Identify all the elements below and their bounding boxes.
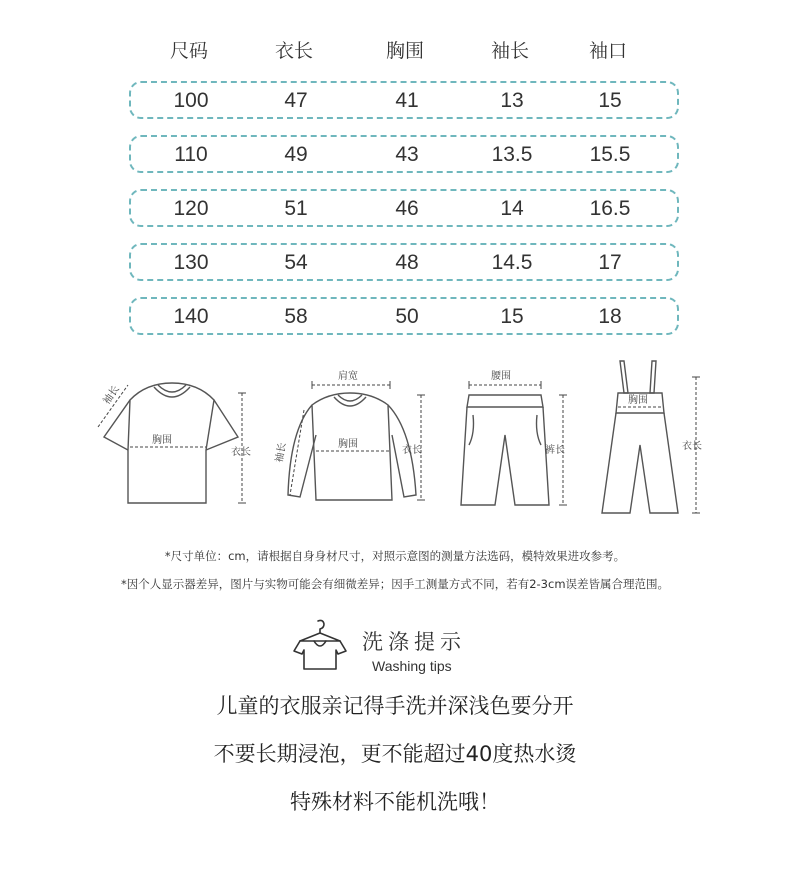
cell-size: 110 — [174, 143, 208, 166]
header-cuff: 袖口 — [588, 40, 627, 62]
size-row-120 — [129, 189, 679, 227]
cell-length: 49 — [284, 143, 308, 166]
size-row-130 — [129, 243, 679, 281]
tshirt-chest-label: 胸围 — [152, 435, 172, 446]
hanger-shirt-icon — [292, 617, 350, 675]
cell-chest: 50 — [395, 305, 419, 328]
measurement-diagrams — [0, 355, 790, 525]
washing-subtitle: Washing tips — [372, 658, 452, 674]
sweater-diagram — [274, 355, 450, 520]
cell-cuff: 16.5 — [589, 197, 631, 220]
cell-chest: 48 — [395, 251, 419, 274]
size-row-140 — [129, 297, 679, 335]
tshirt-diagram — [88, 355, 260, 520]
size-unit-note: *尺寸单位：cm，请根据自身身材尺寸，对照示意图的测量方法选码，模特效果进攻参考。 — [164, 549, 626, 563]
cell-length: 47 — [284, 89, 308, 112]
size-row-110 — [129, 135, 679, 173]
header-chest: 胸围 — [385, 40, 424, 62]
header-size: 尺码 — [169, 40, 208, 62]
overalls-diagram — [592, 355, 712, 520]
wash-tip-3: 特殊材料不能机洗哦！ — [290, 790, 500, 814]
cell-size: 130 — [173, 251, 209, 274]
size-row-100 — [129, 81, 679, 119]
overalls-length-label: 衣长 — [682, 441, 702, 452]
cell-sleeve: 13 — [500, 89, 524, 112]
sweater-chest-label: 胸围 — [338, 439, 358, 450]
overalls-chest-label: 胸围 — [628, 395, 648, 406]
tshirt-length-label: 衣长 — [231, 447, 251, 458]
cell-cuff: 17 — [598, 251, 622, 274]
wash-tip-1: 儿童的衣服亲记得手洗并深浅色要分开 — [216, 694, 574, 718]
cell-sleeve: 14 — [500, 197, 524, 220]
header-length: 衣长 — [274, 40, 313, 62]
cell-size: 120 — [173, 197, 209, 220]
sweater-sleeve-label: 袖长 — [274, 441, 289, 464]
cell-cuff: 15.5 — [589, 143, 631, 166]
cell-sleeve: 13.5 — [491, 143, 533, 166]
cell-cuff: 18 — [598, 305, 622, 328]
cell-chest: 43 — [395, 143, 419, 166]
cell-chest: 46 — [395, 197, 419, 220]
washing-title: 洗涤提示 — [362, 630, 466, 654]
sweater-shoulder-label: 肩宽 — [338, 371, 358, 382]
shorts-length-label: 裤长 — [545, 445, 565, 456]
cell-length: 54 — [284, 251, 308, 274]
cell-length: 58 — [284, 305, 308, 328]
cell-sleeve: 14.5 — [491, 251, 533, 274]
size-table-header — [0, 36, 790, 64]
header-sleeve-length: 袖长 — [490, 40, 529, 62]
shorts-diagram — [455, 355, 585, 520]
measurement-variance-note: *因个人显示器差异，图片与实物可能会有细微差异；因手工测量方式不同，若有2-3cm误差皆属合理范围。 — [120, 577, 670, 591]
cell-chest: 41 — [395, 89, 419, 112]
cell-size: 140 — [173, 305, 209, 328]
cell-length: 51 — [284, 197, 308, 220]
sweater-length-label: 衣长 — [402, 445, 422, 456]
cell-cuff: 15 — [598, 89, 622, 112]
tshirt-sleeve-label: 袖长 — [101, 384, 122, 407]
wash-tip-2: 不要长期浸泡，更不能超过40度热水烫 — [213, 742, 577, 766]
cell-size: 100 — [173, 89, 209, 112]
cell-sleeve: 15 — [500, 305, 524, 328]
shorts-waist-label: 腰围 — [491, 371, 511, 382]
